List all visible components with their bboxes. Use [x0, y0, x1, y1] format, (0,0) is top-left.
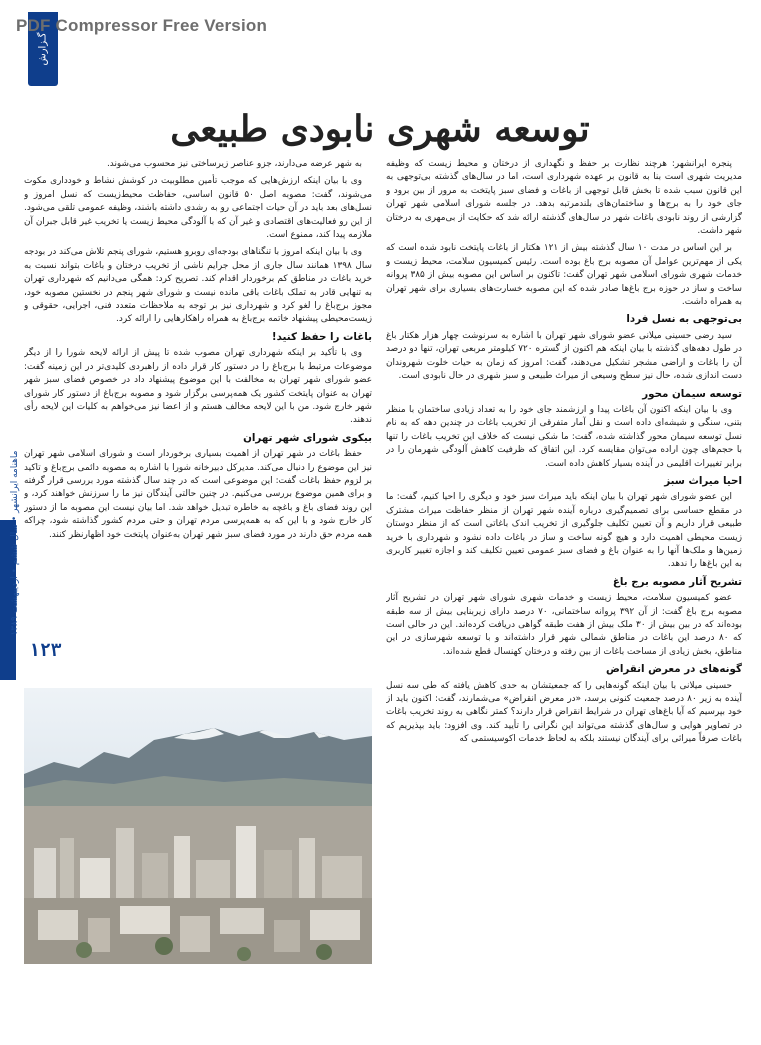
article-title: توسعه شهری نابودی طبیعی	[170, 108, 590, 150]
paragraph: بر این اساس در مدت ۱۰ سال گذشته بیش از ۱۲۱ هکتار از باغات پایتخت نابود شده است که یکی از مهم‌ترین عوامل آن مصوبه برج باغ بوده است. رئیس کمیسیون سلامت، محیط زیست و خدمات شهری شورای اسلامی شهر تهران گفت: تاکنون بر اساس این مصوبه بیش از ۳۸۵ پروانه ساخت و ساز در حوزه برج باغ‌ها صادر شده که این مصوبه خسارت‌های بسیاری برای شهر تهران به همراه داشت.	[386, 243, 742, 308]
paragraph: سید رضی حسینی میلانی عضو شورای شهر تهران با اشاره به سرنوشت چهار هزار هکتار باغ در طول دهه‌های گذشته با بیان اینکه هم اکنون از گستره ۷۲۰ کیلومتر مربعی تهران، تنها دو درصد آن را باغات و اراضی مشجر تشکیل می‌دهند، گفت: امروز که زمان به حیات خلوت شهروندان دست اندازی شده، حال نیز سطح وسیعی از میراث طبیعی و سبز شهری در حال نابودی است.	[386, 330, 742, 382]
city-skyline-illustration	[24, 688, 372, 964]
paragraph: پنجره ایرانشهر: هرچند نظارت بر حفظ و نگهداری از درختان و محیط زیست که وظیفه مدیریت شهری است بنا به قانون بر عهده شهرداری است، اما در سال‌های گذشته بی‌توجهی به این قانون سبب شده تا بخش قابل توجهی از باغات و فضای سبز پایتخت به مرور از بین برود و جای خود را به برج‌ها و ساختمان‌های بلندمرتبه بدهد. در جلسه شورای اسلامی شهر تهران گزارشی از روند نابودی باغات شهر در سال‌های گذشته ارائه شد که حکایت از بی‌مهری به درختان شهر داشت.	[386, 159, 742, 237]
section-heading: تشریح آثار مصوبه برج باغ	[612, 575, 742, 588]
section-heading: بی‌توجهی به نسل فردا	[626, 313, 742, 326]
paragraph: به شهر عرضه می‌دارند، جزو عناصر زیرساختی نیز محسوب می‌شوند.	[106, 159, 362, 169]
section-heading: احیا میراث سبز	[664, 474, 742, 487]
paragraph: عضو کمیسیون سلامت، محیط زیست و خدمات شهری شورای شهر تهران در تشریح آثار مصوبه برج باغ گفت: از آن ۳۹۲ پروانه ساختمانی، ۷۰ درصد دارای زیربنایی بیش از سه طبقه بوده‌اند که در بین بیش از ۳۰ ملک بیش از هفت طبقه گواهی دریافت کرده‌اند. این در حالی است که ۸۰ درصد این باغات در مناطق شمالی شهر قرار داشته‌اند و با توسعه شهرسازی در این مناطق، بخش زیادی از مساحت باغات از بین رفته و درختان کهنسال قطع شده‌اند.	[386, 593, 742, 657]
section-heading: بیکوی شورای شهر تهران	[243, 431, 372, 444]
paragraph: حسینی میلانی با بیان اینکه گونه‌هایی را که جمعیتشان به حدی کاهش یافته که طی سه نسل آینده به زیر ۸۰ درصد جمعیت کنونی برسد، «در معرض انقراض» می‌شمارند، گفت: اکنون باید از خود بپرسیم که آیا باغ‌های تهران در شرایط انقراض قرار دارند؟ کمتر نگاهی به روند تخریب باغات در تصاویر هوایی و سال‌های گذشته می‌تواند این نگرانی را تأیید کند. وی افزود: باید بپذیریم که باغات صرفاً میراثی برای آیندگان نیستند بلکه به لحاظ خدمات اکوسیستمی که	[386, 680, 742, 745]
paragraph: وی با بیان اینکه ارزش‌هایی که موجب تأمین مطلوبیت در کوشش نشاط و خودداری مکوت می‌شوند، گفت: مصوبه اصل ۵۰ قانون اساسی، حفاظت محیط‌زیست که نسل امروز و نسل‌های بعد باید در آن حیات اجتماعی رو به رشدی داشته باشند، وظیفه عمومی تلقی می‌شود. از این رو فعالیت‌های اقتصادی و غیر آن که با آلودگی محیط زیست یا تخریب غیر قابل جبران آن ملازمه پیدا کند، ممنوع است.	[24, 176, 372, 241]
watermark-text: PDF Compressor Free Version	[16, 16, 268, 35]
page-number: ۱۲۳	[29, 640, 62, 661]
article-column-left	[24, 158, 372, 688]
tehran-city-photo	[24, 688, 372, 964]
section-heading: باغات را حفظ کنید!	[271, 330, 372, 343]
paragraph: این عضو شورای شهر تهران با بیان اینکه باید میراث سبز خود و دیگری را احیا کنیم، گفت: ما در مقطع حساسی برای تصمیم‌گیری درباره آینده شهر تهران از منظر حفاظت میراث مشترک طبیعی قرار داریم و آن تعیین تکلیف جلوگیری از تخریب اندک باغاتی است که از منظر دوستان زیست محیطی اهمیت دارد و هیچ گونه ساخت و ساز در باغات داده نشود و شهرداری با خرید زمین‌ها و ملک‌ها آنها را به عنوان باغ و فضای سبز عمومی تعیین تکلیف کند و اجازه تغییر کاربری به این باغ‌ها را ندهد.	[386, 492, 742, 570]
side-running-text	[8, 408, 22, 678]
article-column-right	[386, 158, 742, 958]
section-heading: گونه‌های در معرض انقراض	[605, 663, 742, 676]
side-running-label: ماهنامه ایرانشهر • سال ششم • اردیبهشت ۱۳۸۹	[10, 450, 20, 636]
paragraph: وی با بیان اینکه امروز با تنگناهای بودجه‌ای روبرو هستیم، شورای پنجم تلاش می‌کند در بودجه سال ۱۳۹۸ همانند سال جاری از محل جرایم ناشی از تخریب درختان و باغات بتواند نسبت به خرید باغات در مناطق کم برخوردار اقدام کند. تصریح کرد: همگی می‌دانیم که شهرداری تهران به تنهایی قادر به تملک باغات باقی مانده نیست و شورای شهر پنجم در نخستین مصوبه خود، مجوز برج‌باغ را لغو کرد و شهرداری نیز بر توجه به ملاحظات متعدد فنی، اجرایی، حقوقی و زیست‌محیطی پیشنهاد خاتمه برج‌باغ به همراه راهکارهایی را ارائه کرد.	[24, 247, 372, 325]
paragraph: وی با تأکید بر اینکه شهرداری تهران مصوب شده تا پیش از ارائه لایحه شورا را از دیگر موضوعات مرتبط با برج‌باغ را در دستور کار قرار داده از راهبردی کلیدی‌تر در این زمینه گفت: عضو شورای شهر تهران به مخالفت با این موضوع پیشنهاد داد در خصوص فضای سبز شهر تهران به عنوان پایتخت کشور یک همه‌پرسی برگزار شود و مصوبه برج‌باغ از دستور کار شورای شهر خارج شود. من با این لایحه مخالف هستم و از اعضا نیز می‌خواهم به کلیات این لایحه رأی ندهند.	[24, 348, 372, 426]
paragraph: وی با بیان اینکه اکنون آن باغات پیدا و ارزشمند جای خود را به تعداد زیادی ساختمان با منظر بتنی، سنگی و شیشه‌ای داده است و نقل آمار متفرقی از تخریب باغات در چندین دهه که به نام نسل توسعه سیمان محور گذاشته شده، گفت: ما شکی نیست که خلاف این تخریب باغات را تنها با حجم‌های چون اراده می‌توان مقایسه کرد. این اتفاق که ظرفیت کاهش آلودگی شهرمان را در برابر تغییرات اقلیمی در آینده بسیار کاهش داده است.	[386, 404, 742, 469]
paragraph: حفظ باغات در شهر تهران از اهمیت بسیاری برخوردار است و شورای اسلامی شهر تهران نیز این موضوع را دنبال می‌کند. مدیرکل دبیرخانه شورا با اشاره به مصوبه دائمی برج‌باغ و تاکید بر لزوم حفظ باغات گفت: این موضوعی است که در چند سال گذشته مورد بررسی قرار گرفته و برای همین موضوع بررسی می‌کنیم. در چنین حالتی آیندگان نیز ما را سرزنش خواهند کرد، و این روند فضای باغ و باغچه به خاطره تبدیل خواهد شد. اما بیان نیست این مصوبه ما از دستور کار خارج شود و با این که به همه‌پرسی مردم تهران و حتی مردم کشور گذاشته شود، چراکه همه مردم حق دارند در مورد فضای سبز شهر تهران به‌عنوان پایتخت خود اظهارنظر کنند.	[24, 449, 372, 540]
section-tab-label: گـزارش	[37, 32, 49, 66]
section-heading: توسعه سیمان محور	[642, 387, 742, 400]
